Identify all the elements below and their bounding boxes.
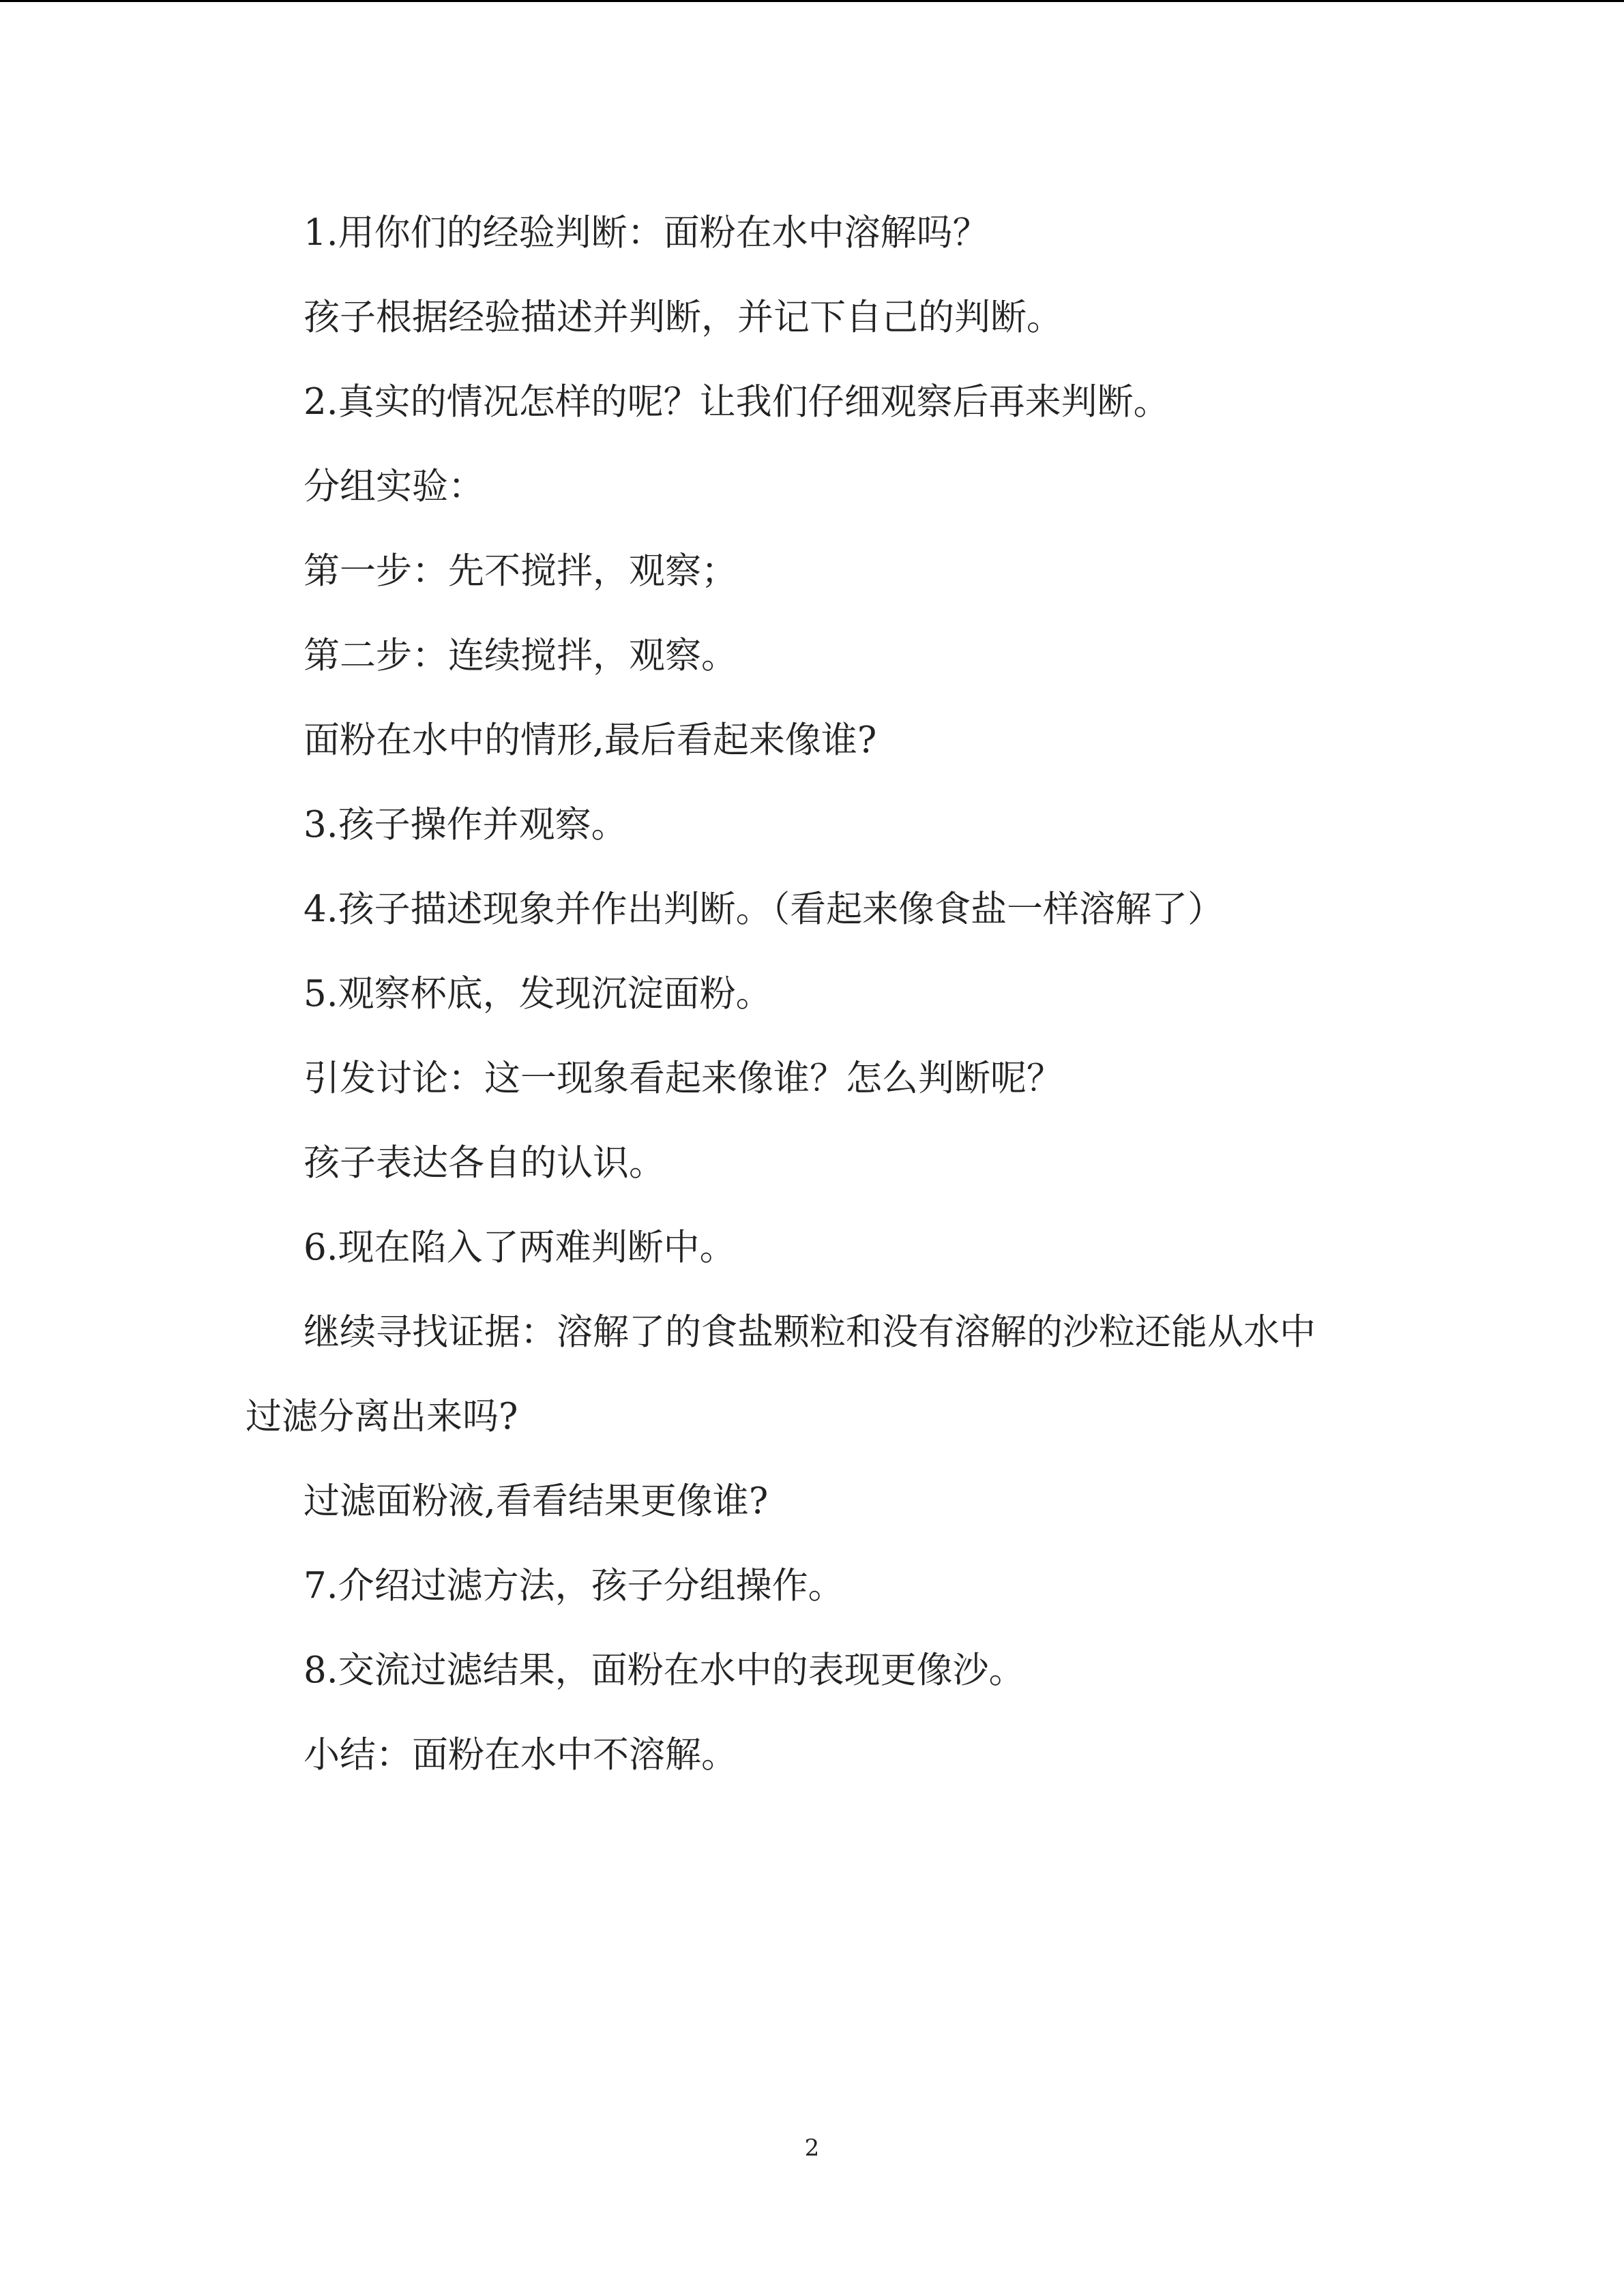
- paragraph-5: 第一步：先不搅拌，观察；: [304, 550, 737, 592]
- paragraph-10: 5.观察杯底，发现沉淀面粉。: [304, 973, 772, 1015]
- paragraph-3: 2.真实的情况怎样的呢？让我们仔细观察后再来判断。: [304, 381, 1170, 423]
- paragraph-4: 分组实验：: [304, 466, 484, 507]
- top-border-line: [0, 0, 1624, 2]
- paragraph-11: 引发讨论：这一现象看起来像谁？怎么判断呢？: [304, 1058, 1063, 1099]
- paragraph-14-line-2: 过滤分离出来吗?: [246, 1396, 518, 1437]
- paragraph-8: 3.孩子操作并观察。: [304, 804, 628, 846]
- paragraph-16: 7.介绍过滤方法，孩子分组操作。: [304, 1565, 844, 1607]
- paragraph-14-line-1: 继续寻找证据：溶解了的食盐颗粒和没有溶解的沙粒还能从水中: [304, 1311, 1316, 1353]
- paragraph-13: 6.现在陷入了两难判断中。: [304, 1227, 736, 1268]
- paragraph-14: [246, 1309, 1378, 1478]
- paragraph-9: 4.孩子描述现象并作出判断。（看起来像食盐一样溶解了）: [304, 889, 1224, 930]
- paragraph-15: 过滤面粉液,看看结果更像谁?: [304, 1480, 769, 1522]
- paragraph-7: 面粉在水中的情形,最后看起来像谁?: [304, 719, 877, 761]
- paragraph-18: 小结：面粉在水中不溶解。: [304, 1734, 737, 1776]
- paragraph-6: 第二步：连续搅拌，观察。: [304, 635, 737, 676]
- page-number: 2: [804, 2134, 820, 2162]
- paragraph-2: 孩子根据经验描述并判断，并记下自己的判断。: [304, 297, 1063, 338]
- paragraph-17: 8.交流过滤结果，面粉在水中的表现更像沙。: [304, 1650, 1025, 1691]
- document-body: [246, 210, 1378, 1817]
- paragraph-12: 孩子表达各自的认识。: [304, 1142, 665, 1184]
- paragraph-1: 1.用你们的经验判断：面粉在水中溶解吗？: [304, 212, 989, 254]
